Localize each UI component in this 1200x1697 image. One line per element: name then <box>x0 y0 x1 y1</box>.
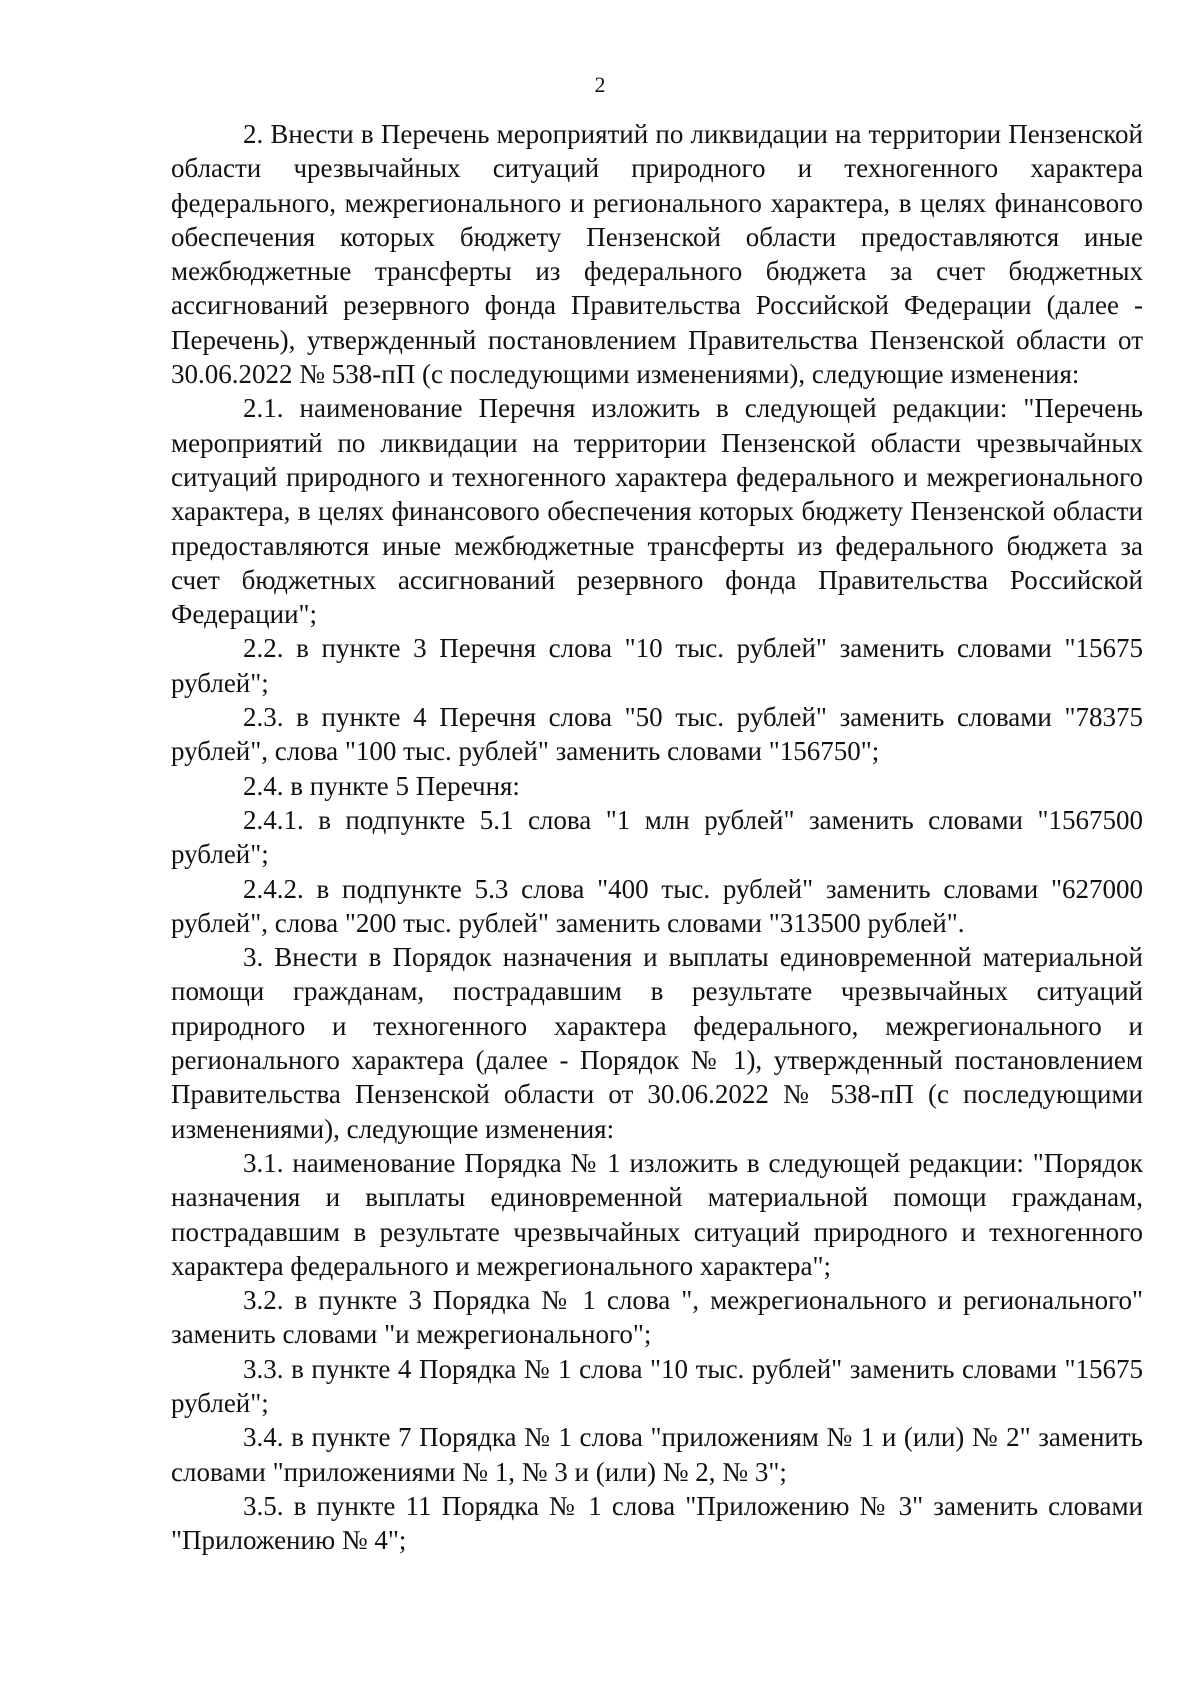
paragraph-2-2: 2.2. в пункте 3 Перечня слова "10 тыс. рублей" заменить словами "15675 рублей"; <box>171 633 1143 698</box>
paragraph-3-5: 3.5. в пункте 11 Порядка № 1 слова "Приложению № 3" заменить словами "Приложению № 4"; <box>171 1490 1143 1556</box>
paragraph-3-4: 3.4. в пункте 7 Порядка № 1 слова "приложениям № 1 и (или) № 2" заменить словами "приложениями № 1, № 3 и (или) № 2, № 3"; <box>171 1422 1143 1487</box>
document-body <box>171 117 1143 1557</box>
paragraph-2-4: 2.4. в пункте 5 Перечня: <box>243 770 520 801</box>
paragraph-2-4-1: 2.4.1. в подпункте 5.1 слова "1 млн рублей" заменить словами "1567500 рублей"; <box>171 804 1143 870</box>
paragraph-3-1: 3.1. наименование Порядка № 1 изложить в следующей редакции: "Порядок назначения и выплаты единовременной материальной помощи гражданам, пострадавшим в результате чрезвычайных ситуаций природного и техногенного характера федерального и межрегионального характера"; <box>171 1147 1143 1281</box>
paragraph-2-4-2: 2.4.2. в подпункте 5.3 слова "400 тыс. рублей" заменить словами "627000 рублей", слова "200 тыс. рублей" заменить словами "313500 рублей". <box>171 873 1143 938</box>
paragraph-2: 2. Внести в Перечень мероприятий по ликвидации на территории Пензенской области чрезвычайных ситуаций природного и техногенного характера федерального, межрегионального и регионального характера, в целях финансового обеспечения которых бюджету Пензенской области предоставляются иные межбюджетные трансферты из федерального бюджета за счет бюджетных ассигнований резервного фонда Правительства Российской Федерации (далее - Перечень), утвержденный постановлением Правительства Пензенской области от 30.06.2022 № 538-пП (с последующими изменениями), следующие изменения: <box>171 119 1143 390</box>
paragraph-2-1: 2.1. наименование Перечня изложить в следующей редакции: "Перечень мероприятий по ликвидации на территории Пензенской области чрезвычайных ситуаций природного и техногенного характера федерального и межрегионального характера, в целях финансового обеспечения которых бюджету Пензенской области предоставляются иные межбюджетные трансферты из федерального бюджета за счет бюджетных ассигнований резервного фонда Правительства Российской Федерации"; <box>171 393 1143 630</box>
page-number: 2 <box>594 72 606 97</box>
paragraph-2-3: 2.3. в пункте 4 Перечня слова "50 тыс. рублей" заменить словами "78375 рублей", слова "100 тыс. рублей" заменить словами "156750"; <box>171 702 1143 767</box>
paragraph-3-2: 3.2. в пункте 3 Порядка № 1 слова ", межрегионального и регионального" заменить словами "и межрегионального"; <box>171 1285 1143 1350</box>
paragraph-3: 3. Внести в Порядок назначения и выплаты единовременной материальной помощи гражданам, пострадавшим в результате чрезвычайных ситуаций природного и техногенного характера федерального, межрегионального и регионального характера (далее - Порядок № 1), утвержденный постановлением Правительства Пензенской области от 30.06.2022 № 538-пП (с последующими изменениями), следующие изменения: <box>171 942 1143 1144</box>
paragraph-3-3: 3.3. в пункте 4 Порядка № 1 слова "10 тыс. рублей" заменить словами "15675 рублей"; <box>171 1353 1143 1418</box>
